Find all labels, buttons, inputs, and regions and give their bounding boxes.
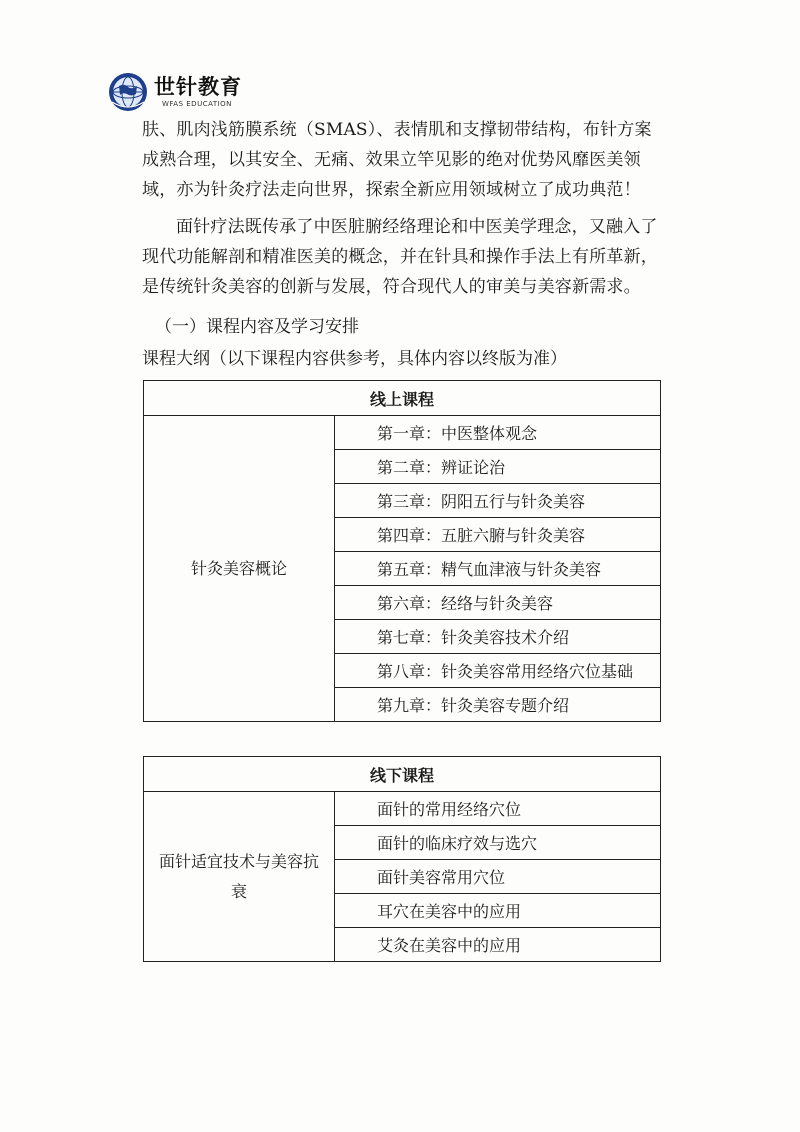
online-chapter-cell: 第七章：针灸美容技术介绍 — [335, 620, 661, 654]
globe-logo-icon — [108, 72, 148, 112]
online-chapter-cell: 第二章：辨证论治 — [335, 450, 661, 484]
body-paragraph-1: 肤、肌肉浅筋膜系统（SMAS）、表情肌和支撑韧带结构，布针方案成熟合理，以其安全、无痛、效果立竿见影的绝对优势风靡医美领域，亦为针灸疗法走向世界，探索全新应用领域树立了成功典范！ — [142, 120, 652, 200]
header-logo — [108, 70, 242, 114]
body-paragraph-2: 面针疗法既传承了中医脏腑经络理论和中医美学理念，又融入了现代功能解剖和精准医美的概念，并在针具和操作手法上有所革新，是传统针灸美容的创新与发展，符合现代人的审美与美容新需求。 — [142, 217, 658, 297]
outline-title: 课程大纲（以下课程内容供参考，具体内容以终版为准） — [142, 349, 567, 369]
section-title: （一）课程内容及学习安排 — [155, 317, 359, 337]
offline-topic-cell: 耳穴在美容中的应用 — [335, 894, 661, 928]
online-chapter-cell: 第八章：针灸美容常用经络穴位基础 — [335, 654, 661, 688]
offline-topic-cell: 面针美容常用穴位 — [335, 860, 661, 894]
online-category-cell: 针灸美容概论 — [144, 416, 335, 722]
logo-chinese-name: 世针教育 — [154, 74, 242, 99]
offline-category-cell: 面针适宜技术与美容抗衰 — [144, 792, 335, 962]
online-chapter-cell: 第三章：阴阳五行与针灸美容 — [335, 484, 661, 518]
offline-table-header: 线下课程 — [144, 757, 661, 792]
online-chapter-cell: 第四章：五脏六腑与针灸美容 — [335, 518, 661, 552]
offline-topic-cell: 面针的常用经络穴位 — [335, 792, 661, 826]
offline-topic-cell: 艾灸在美容中的应用 — [335, 928, 661, 962]
logo-english-name: WFAS EDUCATION — [162, 99, 232, 108]
online-chapter-cell: 第六章：经络与针灸美容 — [335, 586, 661, 620]
online-chapter-cell: 第五章：精气血津液与针灸美容 — [335, 552, 661, 586]
offline-topic-cell: 面针的临床疗效与选穴 — [335, 826, 661, 860]
online-chapter-cell: 第九章：针灸美容专题介绍 — [335, 688, 661, 722]
offline-course-table — [143, 756, 661, 962]
online-chapter-cell: 第一章：中医整体观念 — [335, 416, 661, 450]
online-course-table — [143, 380, 661, 722]
online-table-header: 线上课程 — [144, 381, 661, 416]
